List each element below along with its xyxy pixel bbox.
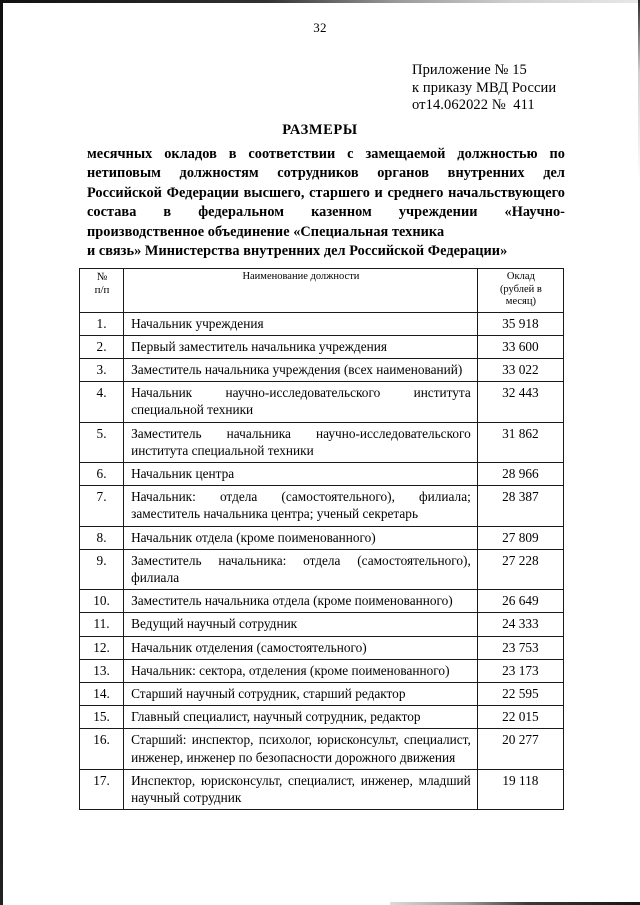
- header-pay-line-2: (рублей в: [499, 283, 542, 295]
- cell-number: 14.: [80, 682, 124, 705]
- cell-position-title: Начальник центра: [124, 462, 478, 485]
- table-row: [80, 358, 564, 381]
- header-number-line-2: п/п: [94, 284, 110, 296]
- cell-position-title: Заместитель начальника учреждения (всех наименований): [124, 358, 478, 381]
- cell-number: 9.: [80, 549, 124, 589]
- cell-number: 11.: [80, 613, 124, 636]
- table-header: [80, 269, 564, 313]
- cell-salary: 32 443: [477, 382, 563, 422]
- table-row: [80, 422, 564, 462]
- header-number-line-1: №: [96, 271, 108, 283]
- cell-salary: 22 595: [477, 682, 563, 705]
- cell-number: 6.: [80, 462, 124, 485]
- cell-salary: 35 918: [477, 312, 563, 335]
- appendix-line-3: от14.062022 № 411: [412, 97, 535, 113]
- cell-salary: 27 228: [477, 549, 563, 589]
- appendix-line-1: Приложение № 15: [412, 62, 527, 78]
- table-row: [80, 729, 564, 769]
- cell-salary: 20 277: [477, 729, 563, 769]
- cell-position-title: Заместитель начальника: отдела (самостоятельного), филиала: [124, 549, 478, 589]
- table-row: [80, 613, 564, 636]
- cell-salary: 33 022: [477, 358, 563, 381]
- intro-text: месячных окладов в соответствии с замещаемой должностью по нетиповым должностям сотрудников органов внутренних дел Российской Федерации высшего, старшего и среднего начальствующего состава в федеральном казенном учреждении «Научно-производственное объединение «Специальная техника: [87, 146, 565, 240]
- cell-position-title: Начальник учреждения: [124, 312, 478, 335]
- cell-salary: 33 600: [477, 335, 563, 358]
- table-row: [80, 462, 564, 485]
- table-row: [80, 335, 564, 358]
- table-row: [80, 486, 564, 526]
- cell-position-title: Старший: инспектор, психолог, юрисконсульт, специалист, инженер, инженер по безопасности дорожного движения: [124, 729, 478, 769]
- table-row: [80, 590, 564, 613]
- cell-number: 17.: [80, 769, 124, 809]
- cell-salary: 19 118: [477, 769, 563, 809]
- scan-edge-top: [0, 0, 640, 3]
- intro-last-line: и связь» Министерства внутренних дел Российской Федерации»: [87, 243, 508, 260]
- table-row: [80, 636, 564, 659]
- cell-number: 2.: [80, 335, 124, 358]
- cell-position-title: Начальник отдела (кроме поименованного): [124, 526, 478, 549]
- cell-number: 13.: [80, 659, 124, 682]
- table-row: [80, 769, 564, 809]
- table-row: [80, 549, 564, 589]
- table-row: [80, 659, 564, 682]
- table-row: [80, 382, 564, 422]
- header-pay-line-1: Оклад: [506, 271, 535, 282]
- cell-position-title: Начальник: отдела (самостоятельного), филиала; заместитель начальника центра; ученый секретарь: [124, 486, 478, 526]
- cell-position-title: Начальник: сектора, отделения (кроме поименованного): [124, 659, 478, 682]
- cell-number: 5.: [80, 422, 124, 462]
- header-pay-line-3: месяц): [505, 296, 536, 307]
- salary-table: [79, 268, 564, 810]
- appendix-reference: [412, 62, 632, 115]
- scan-edge-left: [0, 0, 3, 905]
- header-cell-number: [80, 269, 124, 313]
- table-row: [80, 682, 564, 705]
- cell-number: 8.: [80, 526, 124, 549]
- cell-salary: 23 753: [477, 636, 563, 659]
- cell-salary: 28 966: [477, 462, 563, 485]
- cell-salary: 23 173: [477, 659, 563, 682]
- cell-position-title: Первый заместитель начальника учреждения: [124, 335, 478, 358]
- page-number: 32: [313, 20, 327, 35]
- cell-number: 12.: [80, 636, 124, 659]
- cell-position-title: Ведущий научный сотрудник: [124, 613, 478, 636]
- document-title: РАЗМЕРЫ: [282, 122, 358, 138]
- header-cell-title: Наименование должности: [124, 269, 478, 313]
- table-row: [80, 526, 564, 549]
- cell-salary: 26 649: [477, 590, 563, 613]
- header-cell-pay: [477, 269, 563, 313]
- cell-salary: 22 015: [477, 706, 563, 729]
- cell-salary: 24 333: [477, 613, 563, 636]
- cell-number: 10.: [80, 590, 124, 613]
- cell-salary: 27 809: [477, 526, 563, 549]
- cell-position-title: Начальник отделения (самостоятельного): [124, 636, 478, 659]
- cell-salary: 28 387: [477, 486, 563, 526]
- table-header-row: [80, 269, 564, 313]
- table-body: [80, 312, 564, 810]
- cell-number: 7.: [80, 486, 124, 526]
- cell-position-title: Заместитель начальника отдела (кроме поименованного): [124, 590, 478, 613]
- document-intro: [87, 145, 565, 261]
- cell-position-title: Начальник научно-исследовательского института специальной техники: [124, 382, 478, 422]
- cell-number: 4.: [80, 382, 124, 422]
- cell-position-title: Заместитель начальника научно-исследовательского института специальной техники: [124, 422, 478, 462]
- table-row: [80, 706, 564, 729]
- appendix-line-2: к приказу МВД России: [412, 79, 557, 96]
- cell-position-title: Старший научный сотрудник, старший редактор: [124, 682, 478, 705]
- cell-position-title: Инспектор, юрисконсульт, специалист, инженер, младший научный сотрудник: [124, 769, 478, 809]
- cell-number: 15.: [80, 706, 124, 729]
- cell-salary: 31 862: [477, 422, 563, 462]
- cell-number: 16.: [80, 729, 124, 769]
- table-row: [80, 312, 564, 335]
- cell-number: 1.: [80, 312, 124, 335]
- cell-position-title: Главный специалист, научный сотрудник, редактор: [124, 706, 478, 729]
- cell-number: 3.: [80, 358, 124, 381]
